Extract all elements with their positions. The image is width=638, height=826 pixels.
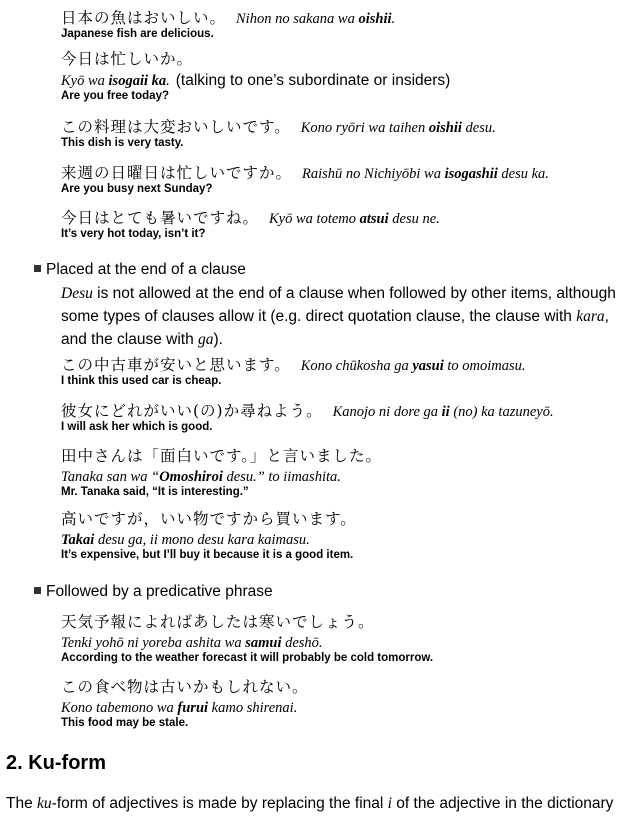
example-2 (61, 47, 450, 102)
example-8 (61, 444, 382, 498)
japanese-sentence: この食べ物は古いかもしれない。 (61, 678, 309, 696)
romaji-line: Tenki yohō ni yoreba ashita wa samui deshō. (61, 635, 323, 651)
japanese-sentence: 今日はとても暑いですね。 (61, 209, 260, 227)
section-heading: 2. Ku-form (6, 752, 106, 774)
romaji-line: Takai desu ga, ii mono desu kara kaimasu. (61, 532, 310, 548)
japanese-sentence: 日本の魚はおいしい。 (61, 9, 227, 27)
example-6 (61, 353, 526, 387)
example-10 (61, 610, 433, 664)
example-1 (61, 6, 395, 40)
romaji-line: Kono chūkosha ga yasui to omoimasu. (300, 358, 526, 374)
japanese-sentence: 今日は忙しいか。 (61, 50, 194, 68)
japanese-sentence: この中古車が安いと思います。 (61, 356, 291, 374)
example-9 (61, 507, 357, 561)
example-7 (61, 399, 554, 433)
english-translation: This dish is very tasty. (61, 137, 184, 149)
romaji-line: Raishū no Nichiyōbi wa isogashii desu ka. (302, 166, 549, 182)
english-translation: Are you busy next Sunday? (61, 183, 213, 195)
english-translation: It’s expensive, but I’ll buy it because it is a good item. (61, 549, 354, 561)
japanese-sentence: 高いですが，いい物ですから買います。 (61, 510, 357, 528)
romaji-line: Kyō wa totemo atsui desu ne. (269, 211, 440, 227)
usage-note: (talking to one’s subordinate or insiders) (175, 72, 451, 89)
english-translation: Are you free today? (61, 90, 169, 102)
romaji-line: Nihon no sakana wa oishii. (236, 11, 396, 27)
example-11 (61, 675, 309, 729)
japanese-sentence: 彼女にどれがいい(の)か尋ねよう。 (61, 402, 323, 420)
bullet-heading: Followed by a predicative phrase (34, 583, 273, 601)
bullet-heading: Placed at the end of a clause (34, 261, 246, 279)
japanese-sentence: 田中さんは「面白いです。」と言いました。 (61, 447, 383, 465)
example-5 (61, 206, 440, 240)
romaji-line: Kanojo ni dore ga ii (no) ka tazuneyō. (332, 404, 554, 420)
body-paragraph: The ku-form of adjectives is made by replacing the final i of the adjective in the dictionary (6, 795, 614, 812)
english-translation: This food may be stale. (61, 717, 189, 729)
english-translation: According to the weather forecast it will probably be cold tomorrow. (61, 652, 434, 664)
english-translation: I think this used car is cheap. (61, 375, 222, 387)
japanese-sentence: この料理は大変おいしいです。 (61, 118, 291, 136)
japanese-sentence: 来週の日曜日は忙しいですか。 (61, 164, 293, 182)
romaji-line: Kyō wa isogaii ka. (61, 73, 170, 89)
english-translation: It’s very hot today, isn’t it? (61, 228, 206, 240)
example-3 (61, 115, 496, 149)
japanese-sentence: 天気予報によればあしたは寒いでしょう。 (61, 613, 375, 631)
english-translation: Japanese fish are delicious. (61, 28, 214, 40)
square-bullet-icon (34, 587, 41, 594)
square-bullet-icon (34, 265, 41, 272)
explanation-paragraph: Desu is not allowed at the end of a clause when followed by other items, although some types of clauses allow it (e.g. direct quotation clause, the clause with kara, and the clause with ga). (61, 285, 616, 348)
romaji-line: Kono ryōri wa taihen oishii desu. (300, 120, 496, 136)
english-translation: Mr. Tanaka said, “It is interesting.” (61, 486, 249, 498)
english-translation: I will ask her which is good. (61, 421, 213, 433)
example-4 (61, 161, 549, 195)
romaji-line: Kono tabemono wa furui kamo shirenai. (61, 700, 298, 716)
romaji-line: Tanaka san wa “Omoshiroi desu.” to iimashita. (61, 469, 341, 485)
